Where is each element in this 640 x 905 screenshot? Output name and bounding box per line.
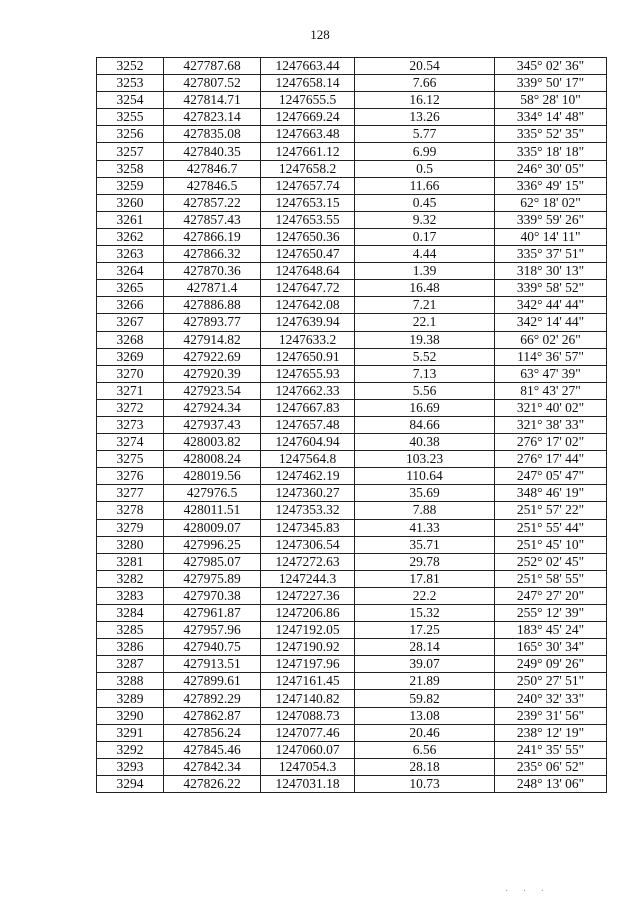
bearing-cell: 318° 30' 13": [495, 263, 607, 280]
y-coordinate-cell: 1247244.3: [261, 570, 355, 587]
y-coordinate-cell: 1247054.3: [261, 758, 355, 775]
x-coordinate-cell: 427787.68: [164, 58, 261, 75]
y-coordinate-cell: 1247658.14: [261, 75, 355, 92]
point-number-cell: 3280: [97, 536, 164, 553]
x-coordinate-cell: 427920.39: [164, 365, 261, 382]
x-coordinate-cell: 427976.5: [164, 485, 261, 502]
distance-cell: 5.56: [355, 382, 495, 399]
bearing-cell: 251° 57' 22": [495, 502, 607, 519]
table-row: [97, 434, 607, 451]
distance-cell: 5.52: [355, 348, 495, 365]
point-number-cell: 3266: [97, 297, 164, 314]
distance-cell: 16.69: [355, 399, 495, 416]
x-coordinate-cell: 427937.43: [164, 416, 261, 433]
distance-cell: 10.73: [355, 775, 495, 792]
bearing-cell: 246° 30' 05": [495, 160, 607, 177]
distance-cell: 11.66: [355, 177, 495, 194]
table-row: [97, 416, 607, 433]
bearing-cell: 235° 06' 52": [495, 758, 607, 775]
x-coordinate-cell: 427961.87: [164, 605, 261, 622]
distance-cell: 84.66: [355, 416, 495, 433]
point-number-cell: 3287: [97, 656, 164, 673]
bearing-cell: 114° 36' 57": [495, 348, 607, 365]
y-coordinate-cell: 1247662.33: [261, 382, 355, 399]
table-row: [97, 246, 607, 263]
x-coordinate-cell: 427914.82: [164, 331, 261, 348]
point-number-cell: 3264: [97, 263, 164, 280]
distance-cell: 20.54: [355, 58, 495, 75]
bearing-cell: 276° 17' 02": [495, 434, 607, 451]
x-coordinate-cell: 427840.35: [164, 143, 261, 160]
y-coordinate-cell: 1247655.93: [261, 365, 355, 382]
bearing-cell: 342° 14' 44": [495, 314, 607, 331]
y-coordinate-cell: 1247604.94: [261, 434, 355, 451]
y-coordinate-cell: 1247161.45: [261, 673, 355, 690]
distance-cell: 59.82: [355, 690, 495, 707]
point-number-cell: 3267: [97, 314, 164, 331]
x-coordinate-cell: 427870.36: [164, 263, 261, 280]
x-coordinate-cell: 427922.69: [164, 348, 261, 365]
x-coordinate-cell: 427823.14: [164, 109, 261, 126]
y-coordinate-cell: 1247669.24: [261, 109, 355, 126]
table-row: [97, 502, 607, 519]
x-coordinate-cell: 427957.96: [164, 622, 261, 639]
table-row: [97, 639, 607, 656]
point-number-cell: 3268: [97, 331, 164, 348]
table-row: [97, 656, 607, 673]
distance-cell: 22.1: [355, 314, 495, 331]
y-coordinate-cell: 1247360.27: [261, 485, 355, 502]
table-row: [97, 775, 607, 792]
y-coordinate-cell: 1247642.08: [261, 297, 355, 314]
coordinates-table-body: [97, 58, 607, 793]
y-coordinate-cell: 1247667.83: [261, 399, 355, 416]
y-coordinate-cell: 1247657.48: [261, 416, 355, 433]
table-row: [97, 75, 607, 92]
y-coordinate-cell: 1247192.05: [261, 622, 355, 639]
bearing-cell: 342° 44' 44": [495, 297, 607, 314]
y-coordinate-cell: 1247639.94: [261, 314, 355, 331]
x-coordinate-cell: 427923.54: [164, 382, 261, 399]
x-coordinate-cell: 427996.25: [164, 536, 261, 553]
bearing-cell: 321° 38' 33": [495, 416, 607, 433]
x-coordinate-cell: 427940.75: [164, 639, 261, 656]
bearing-cell: 165° 30' 34": [495, 639, 607, 656]
distance-cell: 13.26: [355, 109, 495, 126]
table-row: [97, 741, 607, 758]
y-coordinate-cell: 1247462.19: [261, 468, 355, 485]
y-coordinate-cell: 1247197.96: [261, 656, 355, 673]
distance-cell: 103.23: [355, 451, 495, 468]
y-coordinate-cell: 1247661.12: [261, 143, 355, 160]
bearing-cell: 336° 49' 15": [495, 177, 607, 194]
y-coordinate-cell: 1247345.83: [261, 519, 355, 536]
point-number-cell: 3272: [97, 399, 164, 416]
y-coordinate-cell: 1247353.32: [261, 502, 355, 519]
table-row: [97, 126, 607, 143]
point-number-cell: 3277: [97, 485, 164, 502]
point-number-cell: 3257: [97, 143, 164, 160]
bearing-cell: 247° 05' 47": [495, 468, 607, 485]
x-coordinate-cell: 427845.46: [164, 741, 261, 758]
bearing-cell: 321° 40' 02": [495, 399, 607, 416]
bearing-cell: 250° 27' 51": [495, 673, 607, 690]
y-coordinate-cell: 1247658.2: [261, 160, 355, 177]
table-row: [97, 605, 607, 622]
x-coordinate-cell: 427807.52: [164, 75, 261, 92]
table-row: [97, 177, 607, 194]
point-number-cell: 3288: [97, 673, 164, 690]
point-number-cell: 3259: [97, 177, 164, 194]
table-row: [97, 365, 607, 382]
distance-cell: 17.25: [355, 622, 495, 639]
point-number-cell: 3286: [97, 639, 164, 656]
point-number-cell: 3281: [97, 553, 164, 570]
bearing-cell: 251° 58' 55": [495, 570, 607, 587]
point-number-cell: 3279: [97, 519, 164, 536]
distance-cell: 0.5: [355, 160, 495, 177]
bearing-cell: 255° 12' 39": [495, 605, 607, 622]
x-coordinate-cell: 427924.34: [164, 399, 261, 416]
distance-cell: 9.32: [355, 211, 495, 228]
x-coordinate-cell: 427826.22: [164, 775, 261, 792]
y-coordinate-cell: 1247190.92: [261, 639, 355, 656]
y-coordinate-cell: 1247633.2: [261, 331, 355, 348]
distance-cell: 16.12: [355, 92, 495, 109]
y-coordinate-cell: 1247648.64: [261, 263, 355, 280]
y-coordinate-cell: 1247653.55: [261, 211, 355, 228]
x-coordinate-cell: 427814.71: [164, 92, 261, 109]
point-number-cell: 3278: [97, 502, 164, 519]
bearing-cell: 239° 31' 56": [495, 707, 607, 724]
distance-cell: 13.08: [355, 707, 495, 724]
bearing-cell: 248° 13' 06": [495, 775, 607, 792]
point-number-cell: 3294: [97, 775, 164, 792]
table-row: [97, 348, 607, 365]
table-row: [97, 690, 607, 707]
table-row: [97, 622, 607, 639]
distance-cell: 4.44: [355, 246, 495, 263]
x-coordinate-cell: 427846.5: [164, 177, 261, 194]
bearing-cell: 62° 18' 02": [495, 194, 607, 211]
y-coordinate-cell: 1247206.86: [261, 605, 355, 622]
y-coordinate-cell: 1247653.15: [261, 194, 355, 211]
y-coordinate-cell: 1247031.18: [261, 775, 355, 792]
x-coordinate-cell: 428019.56: [164, 468, 261, 485]
bearing-cell: 238° 12' 19": [495, 724, 607, 741]
bearing-cell: 240° 32' 33": [495, 690, 607, 707]
table-row: [97, 297, 607, 314]
bearing-cell: 241° 35' 55": [495, 741, 607, 758]
x-coordinate-cell: 427835.08: [164, 126, 261, 143]
bearing-cell: 276° 17' 44": [495, 451, 607, 468]
x-coordinate-cell: 427871.4: [164, 280, 261, 297]
x-coordinate-cell: 427899.61: [164, 673, 261, 690]
point-number-cell: 3269: [97, 348, 164, 365]
distance-cell: 7.66: [355, 75, 495, 92]
bearing-cell: 335° 52' 35": [495, 126, 607, 143]
distance-cell: 40.38: [355, 434, 495, 451]
y-coordinate-cell: 1247663.44: [261, 58, 355, 75]
x-coordinate-cell: 427866.32: [164, 246, 261, 263]
y-coordinate-cell: 1247647.72: [261, 280, 355, 297]
distance-cell: 7.13: [355, 365, 495, 382]
coordinates-table: [96, 57, 607, 793]
bearing-cell: 335° 37' 51": [495, 246, 607, 263]
distance-cell: 39.07: [355, 656, 495, 673]
bearing-cell: 249° 09' 26": [495, 656, 607, 673]
point-number-cell: 3254: [97, 92, 164, 109]
point-number-cell: 3274: [97, 434, 164, 451]
table-row: [97, 331, 607, 348]
table-row: [97, 536, 607, 553]
distance-cell: 5.77: [355, 126, 495, 143]
x-coordinate-cell: 427913.51: [164, 656, 261, 673]
point-number-cell: 3283: [97, 587, 164, 604]
point-number-cell: 3290: [97, 707, 164, 724]
point-number-cell: 3270: [97, 365, 164, 382]
bearing-cell: 58° 28' 10": [495, 92, 607, 109]
table-row: [97, 211, 607, 228]
x-coordinate-cell: 428003.82: [164, 434, 261, 451]
scan-specks: · · ·: [505, 886, 550, 897]
x-coordinate-cell: 428008.24: [164, 451, 261, 468]
x-coordinate-cell: 427857.22: [164, 194, 261, 211]
table-row: [97, 399, 607, 416]
table-row: [97, 382, 607, 399]
table-row: [97, 570, 607, 587]
point-number-cell: 3263: [97, 246, 164, 263]
distance-cell: 1.39: [355, 263, 495, 280]
point-number-cell: 3253: [97, 75, 164, 92]
x-coordinate-cell: 427856.24: [164, 724, 261, 741]
point-number-cell: 3273: [97, 416, 164, 433]
bearing-cell: 40° 14' 11": [495, 228, 607, 245]
table-row: [97, 109, 607, 126]
x-coordinate-cell: 427857.43: [164, 211, 261, 228]
bearing-cell: 345° 02' 36": [495, 58, 607, 75]
distance-cell: 41.33: [355, 519, 495, 536]
point-number-cell: 3282: [97, 570, 164, 587]
distance-cell: 7.88: [355, 502, 495, 519]
table-row: [97, 280, 607, 297]
distance-cell: 110.64: [355, 468, 495, 485]
point-number-cell: 3271: [97, 382, 164, 399]
distance-cell: 17.81: [355, 570, 495, 587]
table-row: [97, 587, 607, 604]
table-row: [97, 451, 607, 468]
x-coordinate-cell: 427842.34: [164, 758, 261, 775]
distance-cell: 15.32: [355, 605, 495, 622]
distance-cell: 35.69: [355, 485, 495, 502]
y-coordinate-cell: 1247655.5: [261, 92, 355, 109]
distance-cell: 0.17: [355, 228, 495, 245]
table-row: [97, 58, 607, 75]
table-row: [97, 519, 607, 536]
distance-cell: 21.89: [355, 673, 495, 690]
bearing-cell: 251° 45' 10": [495, 536, 607, 553]
y-coordinate-cell: 1247650.91: [261, 348, 355, 365]
x-coordinate-cell: 428011.51: [164, 502, 261, 519]
point-number-cell: 3284: [97, 605, 164, 622]
x-coordinate-cell: 427893.77: [164, 314, 261, 331]
distance-cell: 28.14: [355, 639, 495, 656]
point-number-cell: 3293: [97, 758, 164, 775]
point-number-cell: 3262: [97, 228, 164, 245]
table-row: [97, 314, 607, 331]
distance-cell: 6.99: [355, 143, 495, 160]
point-number-cell: 3261: [97, 211, 164, 228]
distance-cell: 7.21: [355, 297, 495, 314]
y-coordinate-cell: 1247306.54: [261, 536, 355, 553]
y-coordinate-cell: 1247272.63: [261, 553, 355, 570]
x-coordinate-cell: 427892.29: [164, 690, 261, 707]
y-coordinate-cell: 1247227.36: [261, 587, 355, 604]
bearing-cell: 66° 02' 26": [495, 331, 607, 348]
distance-cell: 16.48: [355, 280, 495, 297]
bearing-cell: 252° 02' 45": [495, 553, 607, 570]
table-row: [97, 160, 607, 177]
table-row: [97, 485, 607, 502]
bearing-cell: 339° 59' 26": [495, 211, 607, 228]
bearing-cell: 335° 18' 18": [495, 143, 607, 160]
y-coordinate-cell: 1247077.46: [261, 724, 355, 741]
distance-cell: 19.38: [355, 331, 495, 348]
y-coordinate-cell: 1247650.47: [261, 246, 355, 263]
page-number: 128: [310, 27, 330, 42]
point-number-cell: 3255: [97, 109, 164, 126]
table-row: [97, 263, 607, 280]
y-coordinate-cell: 1247564.8: [261, 451, 355, 468]
point-number-cell: 3291: [97, 724, 164, 741]
y-coordinate-cell: 1247060.07: [261, 741, 355, 758]
x-coordinate-cell: 427866.19: [164, 228, 261, 245]
bearing-cell: 183° 45' 24": [495, 622, 607, 639]
bearing-cell: 348° 46' 19": [495, 485, 607, 502]
point-number-cell: 3258: [97, 160, 164, 177]
bearing-cell: 339° 58' 52": [495, 280, 607, 297]
distance-cell: 20.46: [355, 724, 495, 741]
point-number-cell: 3285: [97, 622, 164, 639]
x-coordinate-cell: 427862.87: [164, 707, 261, 724]
table-row: [97, 143, 607, 160]
point-number-cell: 3289: [97, 690, 164, 707]
point-number-cell: 3256: [97, 126, 164, 143]
x-coordinate-cell: 427975.89: [164, 570, 261, 587]
x-coordinate-cell: 427846.7: [164, 160, 261, 177]
bearing-cell: 81° 43' 27": [495, 382, 607, 399]
bearing-cell: 339° 50' 17": [495, 75, 607, 92]
point-number-cell: 3252: [97, 58, 164, 75]
distance-cell: 35.71: [355, 536, 495, 553]
table-row: [97, 194, 607, 211]
y-coordinate-cell: 1247140.82: [261, 690, 355, 707]
point-number-cell: 3292: [97, 741, 164, 758]
point-number-cell: 3276: [97, 468, 164, 485]
table-row: [97, 553, 607, 570]
point-number-cell: 3275: [97, 451, 164, 468]
point-number-cell: 3260: [97, 194, 164, 211]
table-row: [97, 468, 607, 485]
bearing-cell: 247° 27' 20": [495, 587, 607, 604]
distance-cell: 6.56: [355, 741, 495, 758]
distance-cell: 28.18: [355, 758, 495, 775]
table-row: [97, 758, 607, 775]
x-coordinate-cell: 428009.07: [164, 519, 261, 536]
point-number-cell: 3265: [97, 280, 164, 297]
x-coordinate-cell: 427985.07: [164, 553, 261, 570]
bearing-cell: 251° 55' 44": [495, 519, 607, 536]
table-row: [97, 707, 607, 724]
distance-cell: 22.2: [355, 587, 495, 604]
x-coordinate-cell: 427886.88: [164, 297, 261, 314]
y-coordinate-cell: 1247650.36: [261, 228, 355, 245]
table-row: [97, 228, 607, 245]
x-coordinate-cell: 427970.38: [164, 587, 261, 604]
y-coordinate-cell: 1247088.73: [261, 707, 355, 724]
table-row: [97, 673, 607, 690]
bearing-cell: 334° 14' 48": [495, 109, 607, 126]
table-row: [97, 724, 607, 741]
y-coordinate-cell: 1247663.48: [261, 126, 355, 143]
table-row: [97, 92, 607, 109]
distance-cell: 0.45: [355, 194, 495, 211]
bearing-cell: 63° 47' 39": [495, 365, 607, 382]
distance-cell: 29.78: [355, 553, 495, 570]
y-coordinate-cell: 1247657.74: [261, 177, 355, 194]
